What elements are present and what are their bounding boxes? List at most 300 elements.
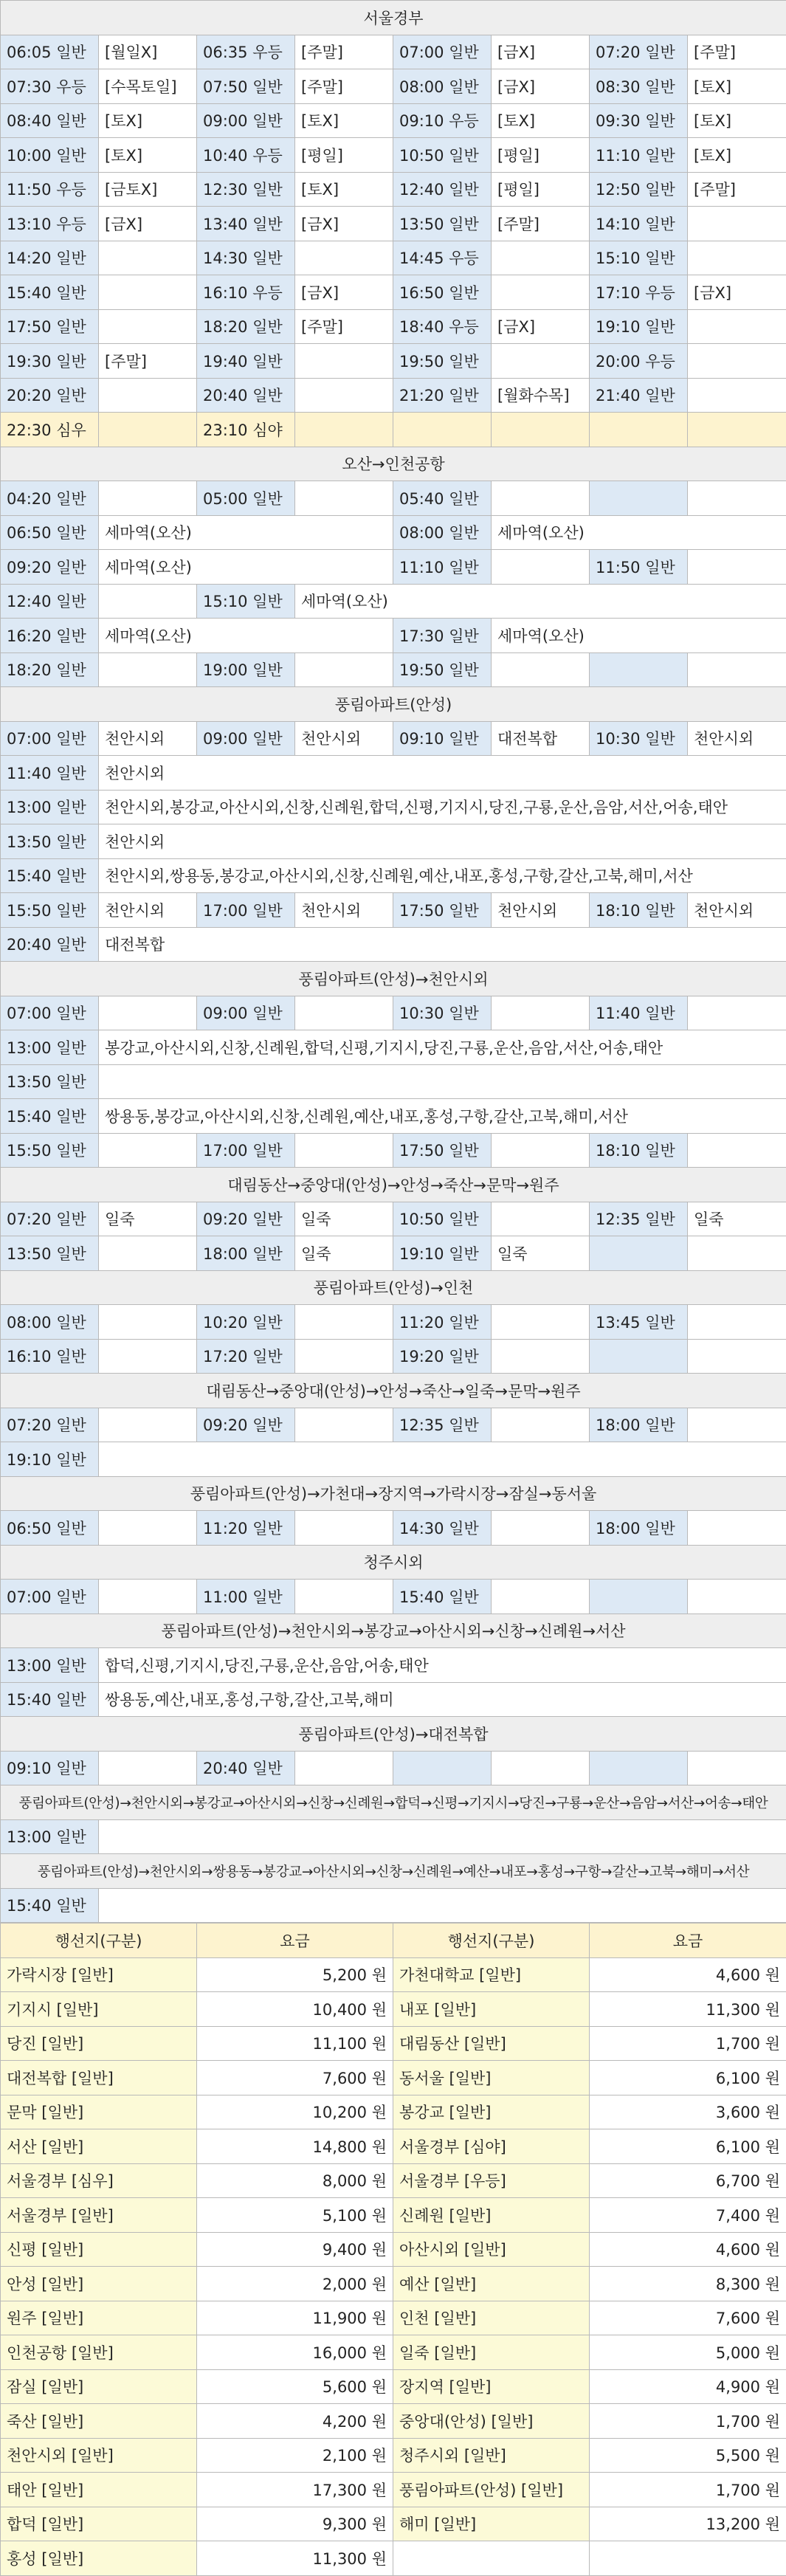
- departure-note: [주말]: [295, 35, 393, 69]
- departure-note: [492, 1751, 590, 1785]
- fare-destination: 예산 [일반]: [393, 2267, 590, 2301]
- fare-row: [1, 2095, 786, 2129]
- departure-time: 11:00 일반: [197, 1580, 295, 1614]
- departure-note: 세마역(오산): [492, 515, 786, 550]
- fare-row: [1, 2541, 786, 2576]
- departure-note: [99, 481, 197, 516]
- departure-note: [492, 413, 590, 447]
- departure-note: 합덕,신평,기지시,당진,구룡,운산,음암,어송,태안: [99, 1648, 786, 1683]
- departure-time: 18:00 일반: [590, 1408, 688, 1442]
- departure-time: 21:20 일반: [393, 378, 492, 413]
- fare-destination: 신례원 [일반]: [393, 2198, 590, 2233]
- departure-time: [590, 652, 688, 687]
- fare-destination: 대림동산 [일반]: [393, 2026, 590, 2061]
- departure-time: 10:20 일반: [197, 1305, 295, 1340]
- departure-note: 천안시외: [688, 721, 786, 756]
- departure-time: 10:40 우등: [197, 138, 295, 173]
- schedule-row: [1, 1580, 786, 1614]
- departure-note: 일죽: [295, 1202, 393, 1236]
- departure-time: 05:40 일반: [393, 481, 492, 516]
- schedule-row: [1, 1064, 786, 1099]
- departure-time: 14:20 일반: [1, 241, 99, 275]
- departure-note: [295, 1305, 393, 1340]
- departure-time: 12:40 일반: [1, 584, 99, 619]
- fare-price: 13,200 원: [590, 2507, 786, 2541]
- departure-time: 17:20 일반: [197, 1339, 295, 1374]
- schedule-row: [1, 103, 786, 138]
- departure-time: 07:00 일반: [1, 1580, 99, 1614]
- departure-time: 11:10 일반: [590, 138, 688, 173]
- fare-destination: 잠실 [일반]: [1, 2369, 197, 2404]
- fare-destination: 서울경부 [우등]: [393, 2163, 590, 2198]
- departure-time: 18:20 일반: [197, 309, 295, 344]
- departure-time: 23:10 심야: [197, 413, 295, 447]
- fare-price: 7,600 원: [590, 2301, 786, 2335]
- route-title: 풍림아파트(안성)→천안시외: [1, 962, 786, 996]
- departure-note: [492, 481, 590, 516]
- departure-note: [295, 241, 393, 275]
- departure-note: [99, 1888, 786, 1923]
- fare-price: 5,000 원: [590, 2335, 786, 2370]
- departure-note: 천안시외: [99, 756, 786, 791]
- fare-destination: 문막 [일반]: [1, 2095, 197, 2129]
- route-header-row: [1, 1, 786, 35]
- departure-time: 06:35 우등: [197, 35, 295, 69]
- schedule-row: [1, 172, 786, 207]
- fare-destination: 해미 [일반]: [393, 2507, 590, 2541]
- departure-note: [금X]: [492, 69, 590, 104]
- fare-price: 6,100 원: [590, 2129, 786, 2164]
- fare-price: 9,300 원: [197, 2507, 393, 2541]
- route-title: 청주시외: [1, 1545, 786, 1580]
- fare-price: 6,700 원: [590, 2163, 786, 2198]
- departure-note: [99, 1511, 197, 1546]
- departure-note: [492, 1339, 590, 1374]
- departure-time: 11:50 우등: [1, 172, 99, 207]
- departure-note: 일죽: [688, 1202, 786, 1236]
- fare-destination: 천안시외 [일반]: [1, 2438, 197, 2473]
- fare-destination: 일죽 [일반]: [393, 2335, 590, 2370]
- departure-time: 19:30 일반: [1, 344, 99, 379]
- fare-destination: 대전복합 [일반]: [1, 2061, 197, 2095]
- departure-note: 천안시외,봉강교,아산시외,신창,신례원,합덕,신평,기지시,당진,구룡,운산,음암,서산,어송,태안: [99, 790, 786, 824]
- departure-note: [295, 652, 393, 687]
- departure-note: [295, 1511, 393, 1546]
- schedule-row: [1, 1099, 786, 1134]
- departure-time: 09:10 일반: [393, 721, 492, 756]
- departure-time: 11:50 일반: [590, 550, 688, 585]
- departure-note: [금X]: [688, 275, 786, 310]
- departure-time: 08:40 일반: [1, 103, 99, 138]
- departure-note: [99, 378, 197, 413]
- departure-note: [토X]: [688, 138, 786, 173]
- departure-note: [295, 378, 393, 413]
- departure-time: 06:50 일반: [1, 1511, 99, 1546]
- fare-destination: 봉강교 [일반]: [393, 2095, 590, 2129]
- schedule-row: [1, 550, 786, 585]
- route-header-row: [1, 1545, 786, 1580]
- schedule-row: [1, 1408, 786, 1442]
- departure-time: 05:00 일반: [197, 481, 295, 516]
- departure-time: 07:00 일반: [393, 35, 492, 69]
- departure-time: 13:10 우등: [1, 207, 99, 241]
- departure-time: 16:10 우등: [197, 275, 295, 310]
- fare-row: [1, 2163, 786, 2198]
- schedule-row: [1, 824, 786, 859]
- departure-note: [토X]: [295, 103, 393, 138]
- schedule-row: [1, 927, 786, 962]
- departure-time: 20:40 일반: [1, 927, 99, 962]
- departure-note: [수목토일]: [99, 69, 197, 104]
- departure-note: [688, 413, 786, 447]
- departure-note: 일죽: [295, 1236, 393, 1271]
- departure-time: 12:40 일반: [393, 172, 492, 207]
- departure-time: 09:20 일반: [1, 550, 99, 585]
- departure-note: [금X]: [492, 309, 590, 344]
- departure-time: 10:50 일반: [393, 138, 492, 173]
- departure-time: [590, 1751, 688, 1785]
- fare-price: 6,100 원: [590, 2061, 786, 2095]
- schedule-row: [1, 1202, 786, 1236]
- departure-time: 15:40 일반: [393, 1580, 492, 1614]
- departure-note: [492, 1580, 590, 1614]
- departure-time: 13:00 일반: [1, 1648, 99, 1683]
- route-header-row: [1, 1270, 786, 1305]
- departure-time: 13:50 일반: [1, 824, 99, 859]
- schedule-row: [1, 721, 786, 756]
- departure-time: 13:40 일반: [197, 207, 295, 241]
- departure-time: 19:20 일반: [393, 1339, 492, 1374]
- route-title: 풍림아파트(안성)→천안시외→봉강교→아산시외→신창→신례원→서산: [1, 1614, 786, 1648]
- fare-price: 16,000 원: [197, 2335, 393, 2370]
- departure-note: [688, 1511, 786, 1546]
- departure-time: 09:10 일반: [1, 1751, 99, 1785]
- fare-destination: 청주시외 [일반]: [393, 2438, 590, 2473]
- departure-time: 18:10 일반: [590, 1133, 688, 1168]
- fare-destination: 홍성 [일반]: [1, 2541, 197, 2576]
- fare-header-row: [1, 1924, 786, 1958]
- route-header-row: [1, 1168, 786, 1202]
- departure-time: 20:40 일반: [197, 1751, 295, 1785]
- schedule-row: [1, 652, 786, 687]
- departure-note: [492, 1133, 590, 1168]
- departure-note: [688, 1305, 786, 1340]
- departure-time: 09:20 일반: [197, 1408, 295, 1442]
- departure-time: 08:00 일반: [393, 515, 492, 550]
- route-header-row: [1, 687, 786, 722]
- fare-price: 4,900 원: [590, 2369, 786, 2404]
- departure-note: 세마역(오산): [492, 619, 786, 653]
- schedule-row: [1, 584, 786, 619]
- fare-destination: 아산시외 [일반]: [393, 2232, 590, 2267]
- schedule-row: [1, 790, 786, 824]
- departure-time: 15:50 일반: [1, 1133, 99, 1168]
- departure-time: [590, 1236, 688, 1271]
- departure-note: [492, 344, 590, 379]
- departure-time: 13:45 일반: [590, 1305, 688, 1340]
- departure-time: 15:40 일반: [1, 1682, 99, 1717]
- departure-time: 13:00 일반: [1, 1819, 99, 1854]
- departure-note: 천안시외: [688, 893, 786, 928]
- departure-note: [주말]: [688, 172, 786, 207]
- route-header-row: [1, 1476, 786, 1511]
- departure-note: [99, 1133, 197, 1168]
- route-header-row: [1, 1854, 786, 1889]
- fare-price: 3,600 원: [590, 2095, 786, 2129]
- departure-time: 11:40 일반: [590, 996, 688, 1030]
- departure-time: 14:10 일반: [590, 207, 688, 241]
- departure-time: 08:00 일반: [393, 69, 492, 104]
- departure-time: 18:10 일반: [590, 893, 688, 928]
- departure-time: 18:00 일반: [590, 1511, 688, 1546]
- departure-time: 15:40 일반: [1, 275, 99, 310]
- fare-price: 11,300 원: [197, 2541, 393, 2576]
- departure-note: [99, 413, 197, 447]
- route-title: 풍림아파트(안성)→천안시외→봉강교→아산시외→신창→신례원→합덕→신평→기지시→당진→구룡→운산→음암→서산→어송→태안: [1, 1785, 786, 1820]
- fare-destination: 원주 [일반]: [1, 2301, 197, 2335]
- schedule-row: [1, 138, 786, 173]
- departure-note: [월일X]: [99, 35, 197, 69]
- departure-time: 17:00 일반: [197, 893, 295, 928]
- fare-table: [0, 1923, 786, 2576]
- departure-time: 11:10 일반: [393, 550, 492, 585]
- route-header-row: [1, 1785, 786, 1820]
- departure-time: 20:20 일반: [1, 378, 99, 413]
- departure-note: [688, 1408, 786, 1442]
- departure-time: 17:50 일반: [393, 1133, 492, 1168]
- schedule-row: [1, 515, 786, 550]
- departure-time: 13:00 일반: [1, 790, 99, 824]
- schedule-row: [1, 1133, 786, 1168]
- departure-note: [99, 1236, 197, 1271]
- fare-price: 7,600 원: [197, 2061, 393, 2095]
- departure-time: 13:00 일반: [1, 1030, 99, 1065]
- departure-note: [금X]: [295, 207, 393, 241]
- departure-note: [688, 241, 786, 275]
- departure-time: [393, 413, 492, 447]
- schedule-row: [1, 275, 786, 310]
- departure-time: 12:50 일반: [590, 172, 688, 207]
- departure-note: [688, 344, 786, 379]
- departure-note: [토X]: [492, 103, 590, 138]
- fare-price: 11,300 원: [590, 1992, 786, 2027]
- route-header-row: [1, 1374, 786, 1408]
- departure-time: 15:40 일반: [1, 858, 99, 893]
- departure-note: [금X]: [295, 275, 393, 310]
- schedule-row: [1, 413, 786, 447]
- schedule-row: [1, 1511, 786, 1546]
- departure-time: 12:30 일반: [197, 172, 295, 207]
- departure-time: 12:35 일반: [590, 1202, 688, 1236]
- departure-time: 15:10 일반: [590, 241, 688, 275]
- route-title: 오산→인천공항: [1, 447, 786, 481]
- departure-note: [99, 241, 197, 275]
- departure-time: 20:40 일반: [197, 378, 295, 413]
- route-header-row: [1, 962, 786, 996]
- departure-time: 09:20 일반: [197, 1202, 295, 1236]
- departure-time: 13:50 일반: [1, 1064, 99, 1099]
- schedule-row: [1, 893, 786, 928]
- departure-note: [688, 1580, 786, 1614]
- route-header-row: [1, 447, 786, 481]
- departure-note: 세마역(오산): [99, 550, 393, 585]
- departure-note: [금X]: [492, 35, 590, 69]
- departure-note: [688, 378, 786, 413]
- fare-destination: 중앙대(안성) [일반]: [393, 2404, 590, 2439]
- schedule-row: [1, 1682, 786, 1717]
- departure-note: [월화수목]: [492, 378, 590, 413]
- departure-note: [토X]: [295, 172, 393, 207]
- departure-time: 11:20 일반: [197, 1511, 295, 1546]
- departure-time: 14:30 일반: [197, 241, 295, 275]
- fare-destination: 기지시 [일반]: [1, 1992, 197, 2027]
- fare-destination: 풍림아파트(안성) [일반]: [393, 2473, 590, 2507]
- route-title: 풍림아파트(안성)→인천: [1, 1270, 786, 1305]
- route-title: 대림동산→중앙대(안성)→안성→죽산→일죽→문막→원주: [1, 1374, 786, 1408]
- schedule-row: [1, 1305, 786, 1340]
- departure-time: 10:00 일반: [1, 138, 99, 173]
- fare-destination: 가천대학교 [일반]: [393, 1957, 590, 1992]
- departure-note: 세마역(오산): [99, 515, 393, 550]
- departure-note: [주말]: [99, 344, 197, 379]
- departure-note: [주말]: [295, 69, 393, 104]
- departure-time: 19:10 일반: [393, 1236, 492, 1271]
- departure-time: 07:20 일반: [1, 1202, 99, 1236]
- departure-time: 11:40 일반: [1, 756, 99, 791]
- fare-price: 11,100 원: [197, 2026, 393, 2061]
- departure-note: [688, 996, 786, 1030]
- departure-note: [295, 1751, 393, 1785]
- fare-price: 11,900 원: [197, 2301, 393, 2335]
- fare-price: 5,100 원: [197, 2198, 393, 2233]
- departure-time: 09:00 일반: [197, 996, 295, 1030]
- fare-price: 2,000 원: [197, 2267, 393, 2301]
- departure-note: [688, 1236, 786, 1271]
- route-header-row: [1, 1614, 786, 1648]
- schedule-row: [1, 1888, 786, 1923]
- departure-time: 18:40 우등: [393, 309, 492, 344]
- schedule-row: [1, 1751, 786, 1785]
- departure-note: [688, 481, 786, 516]
- fare-row: [1, 2438, 786, 2473]
- departure-note: 대전복합: [492, 721, 590, 756]
- schedule-row: [1, 1236, 786, 1271]
- departure-note: [주말]: [295, 309, 393, 344]
- departure-time: 07:30 우등: [1, 69, 99, 104]
- fare-destination: 서울경부 [일반]: [1, 2198, 197, 2233]
- departure-note: [688, 1751, 786, 1785]
- departure-note: [295, 996, 393, 1030]
- departure-note: [688, 1339, 786, 1374]
- fare-price: 4,600 원: [590, 1957, 786, 1992]
- fare-price: 8,300 원: [590, 2267, 786, 2301]
- fare-price: 4,600 원: [590, 2232, 786, 2267]
- departure-time: 09:30 일반: [590, 103, 688, 138]
- departure-time: 14:30 일반: [393, 1511, 492, 1546]
- departure-time: 15:50 일반: [1, 893, 99, 928]
- fare-price: 17,300 원: [197, 2473, 393, 2507]
- route-header-row: [1, 1717, 786, 1752]
- fare-row: [1, 2335, 786, 2370]
- departure-note: [295, 1133, 393, 1168]
- fare-price: [590, 2541, 786, 2576]
- departure-note: 천안시외: [295, 893, 393, 928]
- departure-time: 17:00 일반: [197, 1133, 295, 1168]
- departure-time: 14:45 우등: [393, 241, 492, 275]
- departure-time: 19:10 일반: [590, 309, 688, 344]
- schedule-row: [1, 378, 786, 413]
- schedule-row: [1, 35, 786, 69]
- departure-time: 19:00 일반: [197, 652, 295, 687]
- departure-time: 19:50 일반: [393, 652, 492, 687]
- departure-note: [295, 344, 393, 379]
- departure-note: [금토X]: [99, 172, 197, 207]
- departure-time: 19:10 일반: [1, 1442, 99, 1477]
- fare-destination: 서산 [일반]: [1, 2129, 197, 2164]
- fare-destination: 서울경부 [심야]: [393, 2129, 590, 2164]
- fare-destination: 가락시장 [일반]: [1, 1957, 197, 1992]
- schedule-row: [1, 241, 786, 275]
- departure-note: [492, 550, 590, 585]
- departure-time: 06:05 일반: [1, 35, 99, 69]
- departure-time: 15:10 일반: [197, 584, 295, 619]
- fare-destination: 죽산 [일반]: [1, 2404, 197, 2439]
- fare-price: 5,200 원: [197, 1957, 393, 1992]
- departure-note: [492, 996, 590, 1030]
- departure-note: 천안시외: [492, 893, 590, 928]
- fare-row: [1, 2026, 786, 2061]
- departure-time: 15:40 일반: [1, 1099, 99, 1134]
- schedule-row: [1, 858, 786, 893]
- departure-time: 20:00 우등: [590, 344, 688, 379]
- schedule-row: [1, 1030, 786, 1065]
- departure-time: 07:00 일반: [1, 996, 99, 1030]
- schedule-row: [1, 69, 786, 104]
- departure-note: 천안시외,쌍용동,봉강교,아산시외,신창,신례원,예산,내포,홍성,구항,갈산,고북,해미,서산: [99, 858, 786, 893]
- departure-note: [주말]: [492, 207, 590, 241]
- departure-note: [99, 1819, 786, 1854]
- departure-note: [492, 652, 590, 687]
- departure-note: [토X]: [688, 103, 786, 138]
- schedule-row: [1, 1819, 786, 1854]
- departure-note: [99, 1339, 197, 1374]
- departure-note: [492, 275, 590, 310]
- departure-note: [99, 584, 197, 619]
- departure-time: 10:30 일반: [590, 721, 688, 756]
- fare-price: 7,400 원: [590, 2198, 786, 2233]
- fare-price: 8,000 원: [197, 2163, 393, 2198]
- departure-time: 17:50 일반: [1, 309, 99, 344]
- fare-destination: 신평 [일반]: [1, 2232, 197, 2267]
- schedule-row: [1, 619, 786, 653]
- fare-header-fare: 요금: [590, 1924, 786, 1958]
- departure-time: 10:30 일반: [393, 996, 492, 1030]
- fare-row: [1, 2301, 786, 2335]
- departure-time: 19:40 일반: [197, 344, 295, 379]
- fare-destination: 동서울 [일반]: [393, 2061, 590, 2095]
- departure-time: [590, 481, 688, 516]
- schedule-row: [1, 756, 786, 791]
- fare-price: 4,200 원: [197, 2404, 393, 2439]
- departure-note: [688, 652, 786, 687]
- departure-time: 12:35 일반: [393, 1408, 492, 1442]
- departure-time: [393, 1751, 492, 1785]
- departure-time: 07:50 일반: [197, 69, 295, 104]
- fare-destination: 태안 [일반]: [1, 2473, 197, 2507]
- fare-row: [1, 2061, 786, 2095]
- fare-price: 1,700 원: [590, 2026, 786, 2061]
- departure-time: 16:50 일반: [393, 275, 492, 310]
